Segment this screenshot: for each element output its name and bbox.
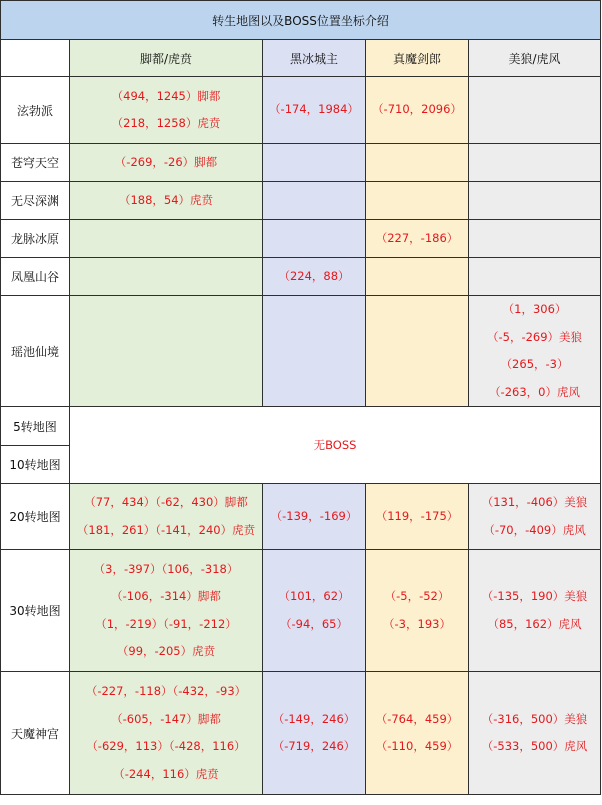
table-row	[1, 144, 601, 182]
coordinate-text: （-5，-52）	[384, 589, 450, 603]
map-name-cell: 30转地图	[1, 550, 70, 672]
coord-cell-zhenmo	[366, 484, 469, 550]
map-name-cell: 5转地图	[1, 407, 70, 446]
coordinate-text: （131，-406）美狼	[481, 495, 588, 509]
coordinate-text: （-533，500）虎风	[481, 739, 588, 753]
coord-cell-meilang-hufeng	[469, 144, 601, 182]
coord-cell-meilang-hufeng	[469, 182, 601, 220]
map-name-cell: 瑶池仙境	[1, 296, 70, 407]
map-name-cell: 20转地图	[1, 484, 70, 550]
coord-cell-meilang-hufeng	[469, 258, 601, 296]
coord-cell-meilang-hufeng	[469, 550, 601, 672]
table-row	[1, 672, 601, 795]
coord-cell-heibing	[263, 258, 366, 296]
coordinate-text: （227，-186）	[375, 230, 459, 245]
coordinate-text: （101，62）	[278, 589, 350, 603]
coord-cell-jiaodu-huben	[70, 77, 263, 144]
coord-cell-jiaodu-huben	[70, 144, 263, 182]
coord-cell-zhenmo	[366, 144, 469, 182]
map-name-cell: 10转地图	[1, 446, 70, 484]
coord-cell-zhenmo	[366, 672, 469, 795]
coordinate-text: （-139，-169）	[270, 508, 358, 523]
coordinate-text: （-719，246）	[272, 739, 356, 753]
coordinate-text: （-149，246）	[272, 711, 356, 726]
table-row	[1, 258, 601, 296]
table-body	[1, 77, 601, 795]
coordinate-text: （-605，-147）脚都	[111, 711, 221, 726]
map-name-cell: 凤凰山谷	[1, 258, 70, 296]
coordinate-text: （77，434）（-62，430）脚都	[84, 495, 248, 509]
header-jiaodu-huben: 脚都/虎贲	[70, 40, 263, 77]
coordinate-text: （-263，0）虎风	[489, 384, 580, 399]
table-row	[1, 296, 601, 407]
coordinate-text: （181，261）（-141，240）虎贲	[76, 522, 256, 537]
coord-cell-heibing	[263, 144, 366, 182]
coord-cell-heibing	[263, 77, 366, 144]
coordinate-text: （494，1245）脚都	[111, 88, 221, 103]
coord-cell-jiaodu-huben	[70, 484, 263, 550]
coord-cell-meilang-hufeng	[469, 484, 601, 550]
coord-cell-jiaodu-huben	[70, 182, 263, 220]
coordinate-text: （-764，459）	[375, 711, 459, 726]
coordinate-text: （-269，-26）脚都	[114, 154, 218, 169]
table-title: 转生地图以及BOSS位置坐标介绍	[1, 1, 601, 40]
coord-cell-meilang-hufeng	[469, 220, 601, 258]
coord-cell-zhenmo	[366, 550, 469, 672]
coordinate-text: （119，-175）	[375, 508, 459, 523]
coord-cell-meilang-hufeng	[469, 296, 601, 407]
coordinate-text: （-244，116）虎贲	[113, 766, 219, 781]
table-row	[1, 77, 601, 144]
coord-cell-zhenmo	[366, 77, 469, 144]
coord-cell-jiaodu-huben	[70, 220, 263, 258]
coord-cell-heibing	[263, 484, 366, 550]
coord-cell-jiaodu-huben	[70, 550, 263, 672]
map-name-cell: 龙脉冰原	[1, 220, 70, 258]
map-name-cell: 无尽深渊	[1, 182, 70, 220]
coordinate-text: （1，306）	[502, 302, 567, 316]
coord-cell-meilang-hufeng	[469, 77, 601, 144]
coordinate-text: （224，88）	[278, 268, 350, 283]
coordinate-text: （-227，-118）（-432，-93）	[85, 684, 247, 698]
coordinate-text: （-5，-269）美狼	[486, 329, 583, 344]
coordinate-text: （-3，193）	[383, 616, 451, 631]
coord-cell-zhenmo	[366, 258, 469, 296]
coordinate-text: （-710，2096）	[372, 102, 462, 117]
header-heibing-chengzhu: 黑冰城主	[263, 40, 366, 77]
no-boss-text: 无BOSS	[313, 438, 357, 452]
coordinate-text: （-135，190）美狼	[481, 589, 588, 603]
coord-cell-heibing	[263, 220, 366, 258]
coord-cell-zhenmo	[366, 296, 469, 407]
table-row	[1, 407, 601, 446]
coordinate-text: （-629，113）（-428，116）	[86, 739, 246, 753]
coordinate-text: （-106，-314）脚都	[111, 589, 221, 603]
coordinate-text: （218，1258）虎贲	[111, 116, 221, 130]
no-boss-cell	[70, 407, 601, 484]
coord-cell-jiaodu-huben	[70, 296, 263, 407]
coordinate-text: （188，54）虎贲	[118, 192, 214, 207]
table-row	[1, 182, 601, 220]
coordinate-text: （99，-205）虎贲	[116, 644, 216, 658]
coord-cell-jiaodu-huben	[70, 258, 263, 296]
map-name-cell: 苍穹天空	[1, 144, 70, 182]
table-row	[1, 550, 601, 672]
header-meilang-hufeng: 美狼/虎风	[469, 40, 601, 77]
map-name-cell: 泫勃派	[1, 77, 70, 144]
coord-cell-heibing	[263, 182, 366, 220]
coordinate-text: （265，-3）	[500, 357, 569, 371]
header-zhenmo-jianlang: 真魔剑郎	[366, 40, 469, 77]
coord-cell-jiaodu-huben	[70, 672, 263, 795]
coordinate-text: （-94，65）	[280, 616, 348, 631]
coordinate-text: （-70，-409）虎风	[483, 522, 586, 537]
table-row	[1, 220, 601, 258]
coord-cell-heibing	[263, 296, 366, 407]
corner-cell	[1, 40, 70, 77]
coordinate-text: （-316，500）美狼	[481, 711, 588, 726]
coord-cell-heibing	[263, 550, 366, 672]
coordinate-text: （85，162）虎风	[487, 616, 582, 631]
coordinate-text: （-174，1984）	[269, 102, 359, 117]
coord-cell-heibing	[263, 672, 366, 795]
coordinate-text: （3，-397）（106，-318）	[93, 561, 239, 576]
coord-cell-zhenmo	[366, 182, 469, 220]
table-row	[1, 484, 601, 550]
map-name-cell: 天魔神宫	[1, 672, 70, 795]
coordinate-text: （-110，459）	[375, 739, 459, 753]
coord-cell-meilang-hufeng	[469, 672, 601, 795]
coord-cell-zhenmo	[366, 220, 469, 258]
coordinate-text: （1，-219）（-91，-212）	[95, 616, 237, 631]
